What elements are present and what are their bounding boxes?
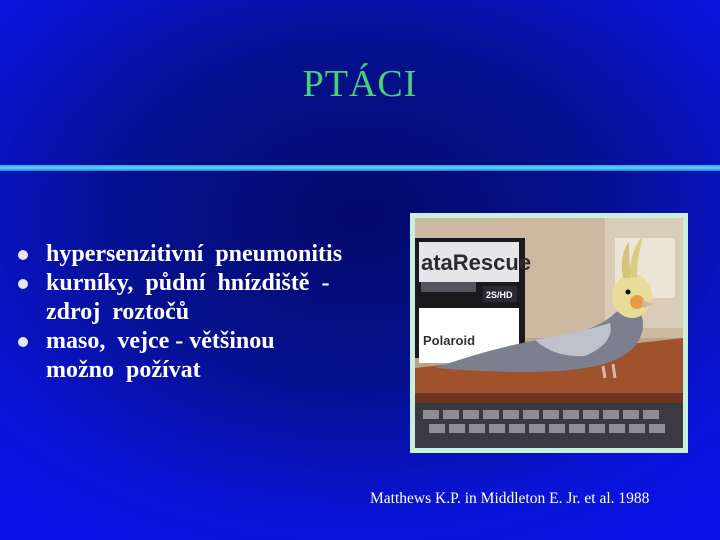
bullet-item: [18, 327, 398, 385]
photo-label-datarescue: ataRescue: [421, 250, 532, 275]
slide-title: PTÁCI: [302, 63, 418, 105]
bullet-item: [18, 269, 398, 327]
bullet-text: kurníky, půdní hnízdiště - zdroj roztočů: [46, 270, 330, 325]
bullet-icon: [18, 279, 28, 289]
bullet-text: maso, vejce - většinou možno požívat: [46, 328, 275, 383]
bullet-icon: [18, 250, 28, 260]
title-divider: [0, 165, 720, 171]
photo-image: [415, 218, 683, 448]
bullet-icon: [18, 337, 28, 347]
bullet-item: [18, 240, 398, 269]
cockatiel-photo: [410, 213, 688, 453]
bullet-text: hypersenzitivní pneumonitis: [46, 241, 343, 267]
photo-label-2shd: 2S/HD: [486, 290, 513, 300]
photo-label-polaroid: Polaroid: [423, 333, 476, 348]
bullet-list: [18, 240, 398, 385]
citation-text: Matthews K.P. in Middleton E. Jr. et al. 1988: [370, 490, 650, 507]
